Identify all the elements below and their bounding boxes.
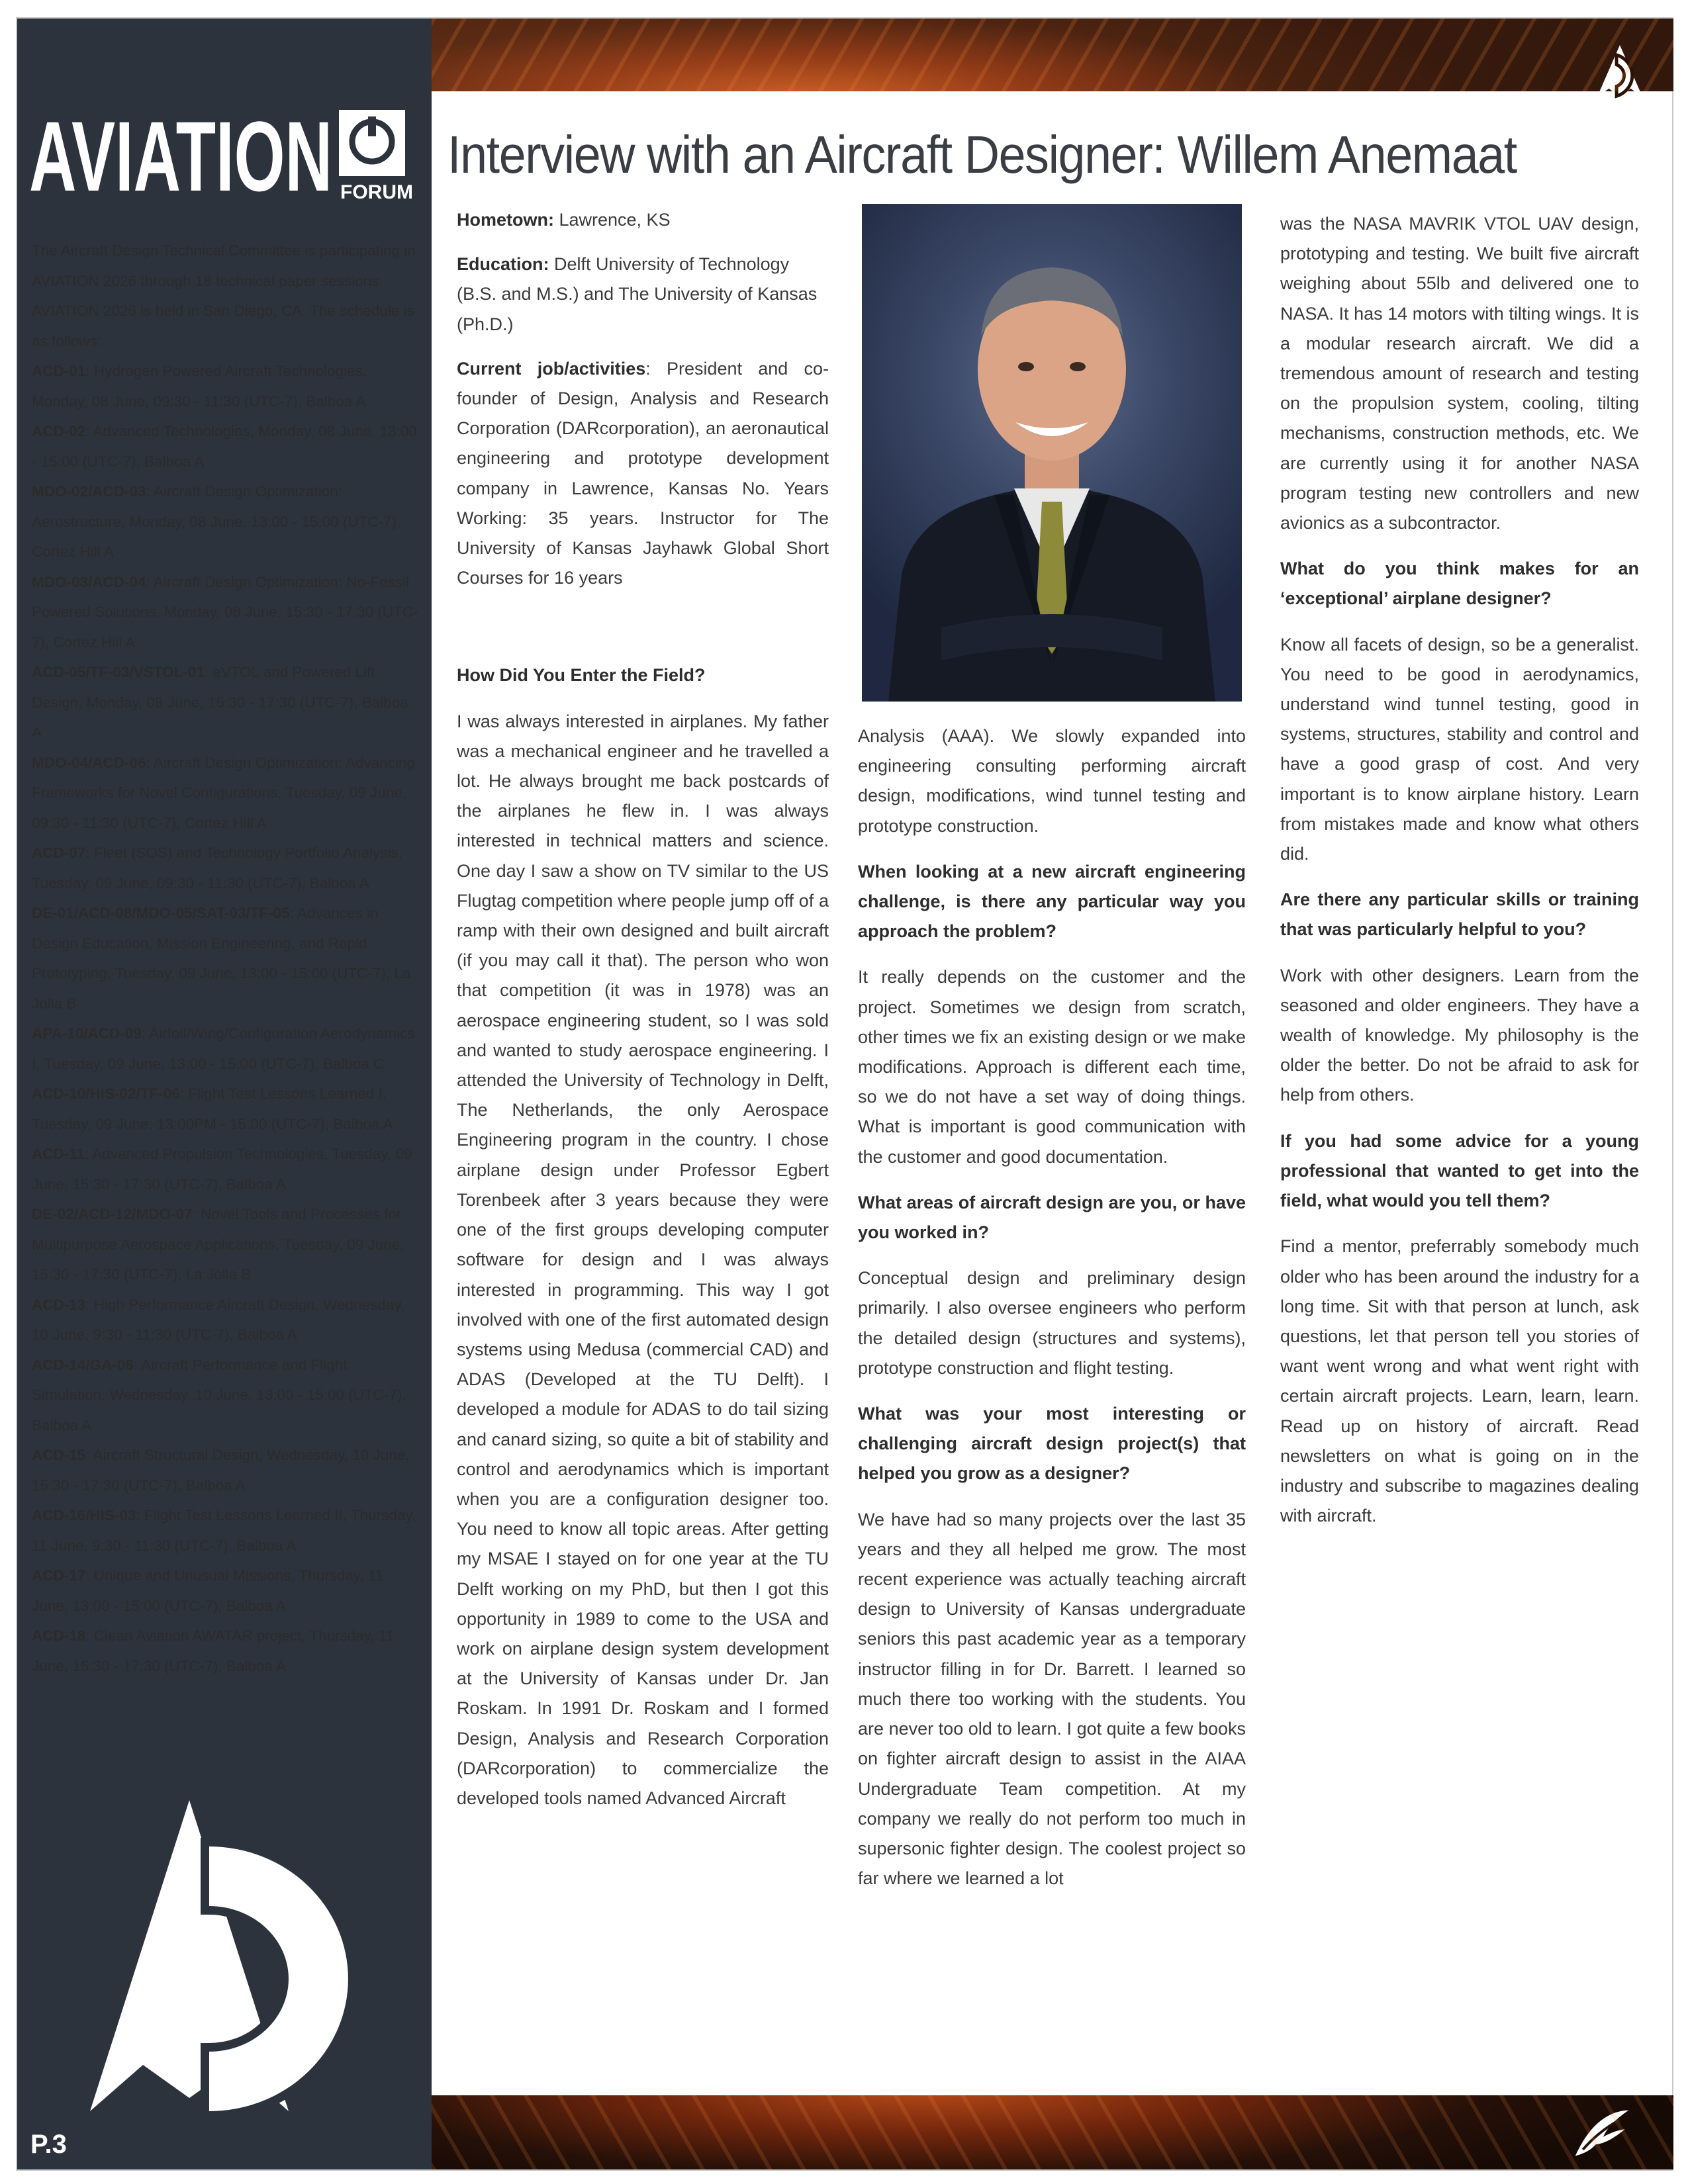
session-details: : Aircraft Structural Design, Wednesday, 10 June, 15:30 - 17:30 (UTC-7), Balboa A (32, 1447, 410, 1494)
session-code: DE-01/ACD-08/MDO-05/SAT-03/TF-05 (32, 905, 290, 921)
answer-4-continued: was the NASA MAVRIK VTOL UAV design, prototyping and testing. We built five aircraft weighing about 55lb and delivered one to NASA. It has 14 motors with tilting wings. It is a modular research aircraft. We did a tremendous amount of research and testing on the propulsion system, cooling, tilting mechanisms, construction methods, etc. We are currently using it for another NASA program testing new controllers and new avionics as a subcontractor. (1280, 214, 1639, 533)
session-details: : Aircraft Performance and Flight Simulation, Wednesday, 10 June, 13:00 - 15:00 (UTC-7), Balboa A (32, 1356, 406, 1433)
education (457, 250, 829, 340)
column-2 (858, 721, 1246, 1909)
session-item (32, 416, 418, 477)
header-banner (432, 19, 1673, 91)
session-item (32, 1561, 418, 1621)
session-details: : Unique and Unusual Missions, Thursday, 11 June, 13:00 - 15:00 (UTC-7), Balboa A (32, 1567, 384, 1614)
ad-logo-icon (1593, 41, 1647, 105)
session-code: ACD-13 (32, 1296, 86, 1313)
answer-5: Know all facets of design, so be a generalist. You need to be good in aerodynamics, understand wind tunnel testing, good in systems, structures, stability and control and have a good grasp of cost. And very important is to know airplane history. Learn from mistakes made and know what others did. (1280, 634, 1639, 864)
column-1 (457, 205, 829, 1829)
bio-block (457, 205, 829, 593)
session-item (32, 1500, 418, 1561)
session-details: : High Performance Aircraft Design, Wednesday, 10 June, 9:30 - 11:30 (UTC-7), Balboa A (32, 1296, 405, 1343)
session-code: ACD-18 (32, 1627, 86, 1644)
session-item (32, 567, 418, 658)
session-code: ACD-07 (32, 844, 86, 861)
session-code: ACD-15 (32, 1447, 86, 1463)
answer-1: I was always interested in airplanes. My father was a mechanical engineer and he travelled a lot. He always brought me back postcards of the airplanes he flew in. I was always interested in technical matters and science. One day I saw a show on TV similar to the US Flugtag competition where people jump off of a ramp with their own designed and built aircraft (if you may call it that). The person who won that competition (it was in 1978) was an aerospace engineering student, so I was sold and wanted to study aerospace engineering. I attended the University of Technology in Delft, The Netherlands, the only Aerospace Engineering program in the country. I chose airplane design under Professor Egbert Torenbeek after 3 years because they were one of the first groups developing computer software for design and I was always interested in programming. This way I got involved with one of the first automated design systems using Medusa (commercial CAD) and ADAS (Developed at the TU Delft). I developed a module for ADAS to do tail sizing and canard sizing, so quite a bit of stability and control and aerodynamics which is important when you are a configuration designer too. You need to know all topic areas. After getting my MSAE I stayed on for one year at the TU Delft working on my PhD, but then I got this opportunity in 1989 to come to the USA and work on airplane design system development at the University of Kansas under Dr. Jan Roskam. In 1991 Dr. Roskam and I formed Design, Analysis and Research Corporation (DARcorporation) to commercialize the developed tools named Advanced Aircraft (457, 711, 829, 1808)
session-details: : Advances in Design Education, Mission Engineering, and Rapid Prototyping, Tuesday, 09 June, 13:00 - 15:00 (UTC-7), La Jolla B (32, 905, 411, 1012)
session-code: MDO-04/ACD-06 (32, 754, 146, 771)
session-details: : Clean Aviation AWATAR project, Thursday, 11 June, 15:30 - 17:30 (UTC-7), Balboa A (32, 1627, 395, 1674)
question-5: What do you think makes for an ‘exceptional’ airplane designer? (1280, 559, 1639, 609)
page-number: P.3 (30, 2130, 67, 2159)
session-details: : Hydrogen Powered Aircraft Technologies, Monday, 08 June, 09:30 - 11:30 (UTC-7), Balboa A (32, 363, 367, 410)
logo-word: AVIATION (29, 101, 332, 205)
session-details: : Flight Test Lessons Learned I, Tuesday, 09 June, 13:00PM - 15:00 (UTC-7), Balboa A (32, 1085, 393, 1132)
session-list (32, 356, 418, 1681)
question-3: What areas of aircraft design are you, or have you worked in? (858, 1192, 1246, 1243)
session-item (32, 356, 418, 416)
session-code: ACD-17 (32, 1567, 86, 1584)
page-title: Interview with an Aircraft Designer: Willem Anemaat (447, 125, 1517, 184)
column-3 (1280, 209, 1639, 1547)
education-value: Delft University of Technology (B.S. and M.S.) and The University of Kansas (Ph.D.) (457, 254, 818, 334)
job-label: Current job/activities (457, 358, 646, 379)
hometown (457, 205, 829, 235)
hometown-value: Lawrence, KS (553, 210, 671, 230)
session-code: ACD-14/GA-06 (32, 1356, 134, 1373)
wing-logo-icon (1570, 2105, 1634, 2163)
question-2: When looking at a new aircraft engineering challenge, is there any particular way you approach the problem? (858, 861, 1246, 942)
question-4: What was your most interesting or challenging aircraft design project(s) that helped you grow as a designer? (858, 1404, 1246, 1484)
session-code: MDO-03/ACD-04 (32, 573, 146, 590)
session-code: ACD-16/HIS-03 (32, 1507, 136, 1524)
question-1: How Did You Enter the Field? (457, 665, 706, 686)
portrait-illustration (862, 204, 1242, 702)
session-details: : Fleet (SOS) and Technology Portfolio Analysis, Tuesday, 09 June, 09:30 - 11:30 (UTC-7), Balboa A (32, 844, 402, 891)
session-item (32, 838, 418, 898)
session-item (32, 1290, 418, 1350)
session-details: : Flight Test Lessons Learned II, Thursday, 11 June, 9:30 - 11:30 (UTC-7), Balboa A (32, 1507, 416, 1554)
session-code: DE-02/ACD-12/MDO-07 (32, 1206, 193, 1222)
session-code: APA-10/ACD-09 (32, 1025, 142, 1042)
session-details: : Novel Tools and Processes for Multipurpose Aerospace Applications, Tuesday, 09 June, 15:30 - 17:30 (UTC-7), La Jolla B (32, 1206, 404, 1283)
session-item (32, 748, 418, 839)
session-details: : Airfoil/Wing/Configuration Aerodynamics I, Tuesday, 09 June, 13:00 - 15:00 (UTC-7), Balboa C (32, 1025, 415, 1072)
schedule-intro: The Aircraft Design Technical Committee is participating in AVIATION 2026 through 18 technical paper sessions. AVIATION 2026 is held in San Diego, CA. The schedule is as follows: (32, 242, 416, 349)
session-item (32, 1139, 418, 1199)
session-item (32, 1350, 418, 1441)
session-code: ACD-02 (32, 423, 86, 439)
session-item (32, 1019, 418, 1079)
session-code: ACD-01 (32, 363, 86, 379)
education-label: Education: (457, 254, 549, 275)
session-details: : eVTOL and Powered Lift Design, Monday, 08 June, 15:30 - 17:30 (UTC-7), Balboa A (32, 664, 408, 741)
current-job (457, 354, 829, 594)
logo-sub: FORUM (340, 181, 413, 203)
session-code: ACD-05/TF-03/VSTOL-01 (32, 664, 205, 680)
session-item (32, 477, 418, 567)
session-item (32, 1199, 418, 1290)
session-details: : Advanced Propulsion Technologies, Tuesday, 09 June, 15:30 - 17:30 (UTC-7), Balboa A (32, 1146, 412, 1193)
question-6: Are there any particular skills or training that was particularly helpful to you? (1280, 889, 1639, 940)
session-item (32, 1621, 418, 1681)
answer-6: Work with other designers. Learn from the seasoned and older engineers. They have a wealth of knowledge. My philosophy is the older the better. Do not be afraid to ask for help from others. (1280, 965, 1639, 1105)
answer-4: We have had so many projects over the last 35 years and they all helped me grow. The most recent experience was actually teaching aircraft design to University of Kansas undergraduate seniors this past academic year as a temporary instructor filling in for Dr. Barrett. I learned so much there too working with the students. You are never too old to learn. I got quite a few books on fighter aircraft design to assist in the AIAA Undergraduate Team competition. At my company we really do not perform too much in supersonic fighter design. The coolest project so far where we learned a lot (858, 1509, 1246, 1889)
answer-7: Find a mentor, preferrably somebody much older who has been around the industry for a long time. Sit with that person at lunch, ask questions, let that person tell you stories of want went wrong and what went right with certain aircraft projects. Learn, learn, learn. Read up on history of aircraft. Read newsletters on what is going on in the industry and subscribe to magazines dealing with aircraft. (1280, 1236, 1639, 1526)
session-code: ACD-11 (32, 1146, 85, 1162)
session-schedule (32, 236, 418, 1681)
session-code: MDO-02/ACD-03 (32, 483, 146, 500)
session-details: : Advanced Technologies, Monday, 08 June, 13:00 - 15:00 (UTC-7), Balboa A (32, 423, 418, 470)
session-item (32, 1079, 418, 1139)
footer-banner (432, 2095, 1673, 2169)
session-details: : Aircraft Design Optimization: Advancing Frameworks for Novel Configurations, Tuesday, 09 June, 09:30 - 11:30 (UTC-7), Cortez Hill A (32, 754, 415, 831)
session-code: ACD-10/HIS-02/TF-06 (32, 1085, 180, 1102)
session-item (32, 657, 418, 748)
answer-3: Conceptual design and preliminary design primarily. I also oversee engineers who perform the detailed design (structures and systems), prototype construction and flight testing. (858, 1268, 1246, 1378)
answer-1-continued: Analysis (AAA). We slowly expanded into engineering consulting performing aircraft design, modifications, wind tunnel testing and prototype construction. (858, 726, 1246, 836)
session-item (32, 1440, 418, 1500)
session-item (32, 898, 418, 1019)
session-details: : Aircraft Design Optimization: Aerostructure, Monday, 08 June, 13:00 - 15:00 (UTC-7), Cortez Hill A (32, 483, 401, 560)
aviation-forum-logo (29, 99, 413, 205)
hometown-label: Hometown: (457, 210, 554, 230)
job-value: : President and co-founder of Design, Analysis and Research Corporation (DARcorporation), an aeronautical engineering and prototype development company in Lawrence, Kansas No. Years Working: 35 years. Instructor for The University of Kansas Jayhawk Global Short Courses for 16 years (457, 358, 829, 588)
session-details: : Aircraft Design Optimization: No-Fossil Powered Solutions, Monday, 08 June, 15:30 - 17:30 (UTC-7), Cortez Hill A (32, 573, 418, 651)
answer-2: It really depends on the customer and the project. Sometimes we design from scratch, other times we fix an existing design or we make modifications. Approach is different each time, so we do not have a set way of doing things. What is important is good communication with the customer and good documentation. (858, 967, 1246, 1167)
question-7: If you had some advice for a young professional that wanted to get into the field, what would you tell them? (1280, 1130, 1639, 1211)
portrait-photo (862, 204, 1242, 702)
ad-logo-icon (90, 1800, 421, 2111)
